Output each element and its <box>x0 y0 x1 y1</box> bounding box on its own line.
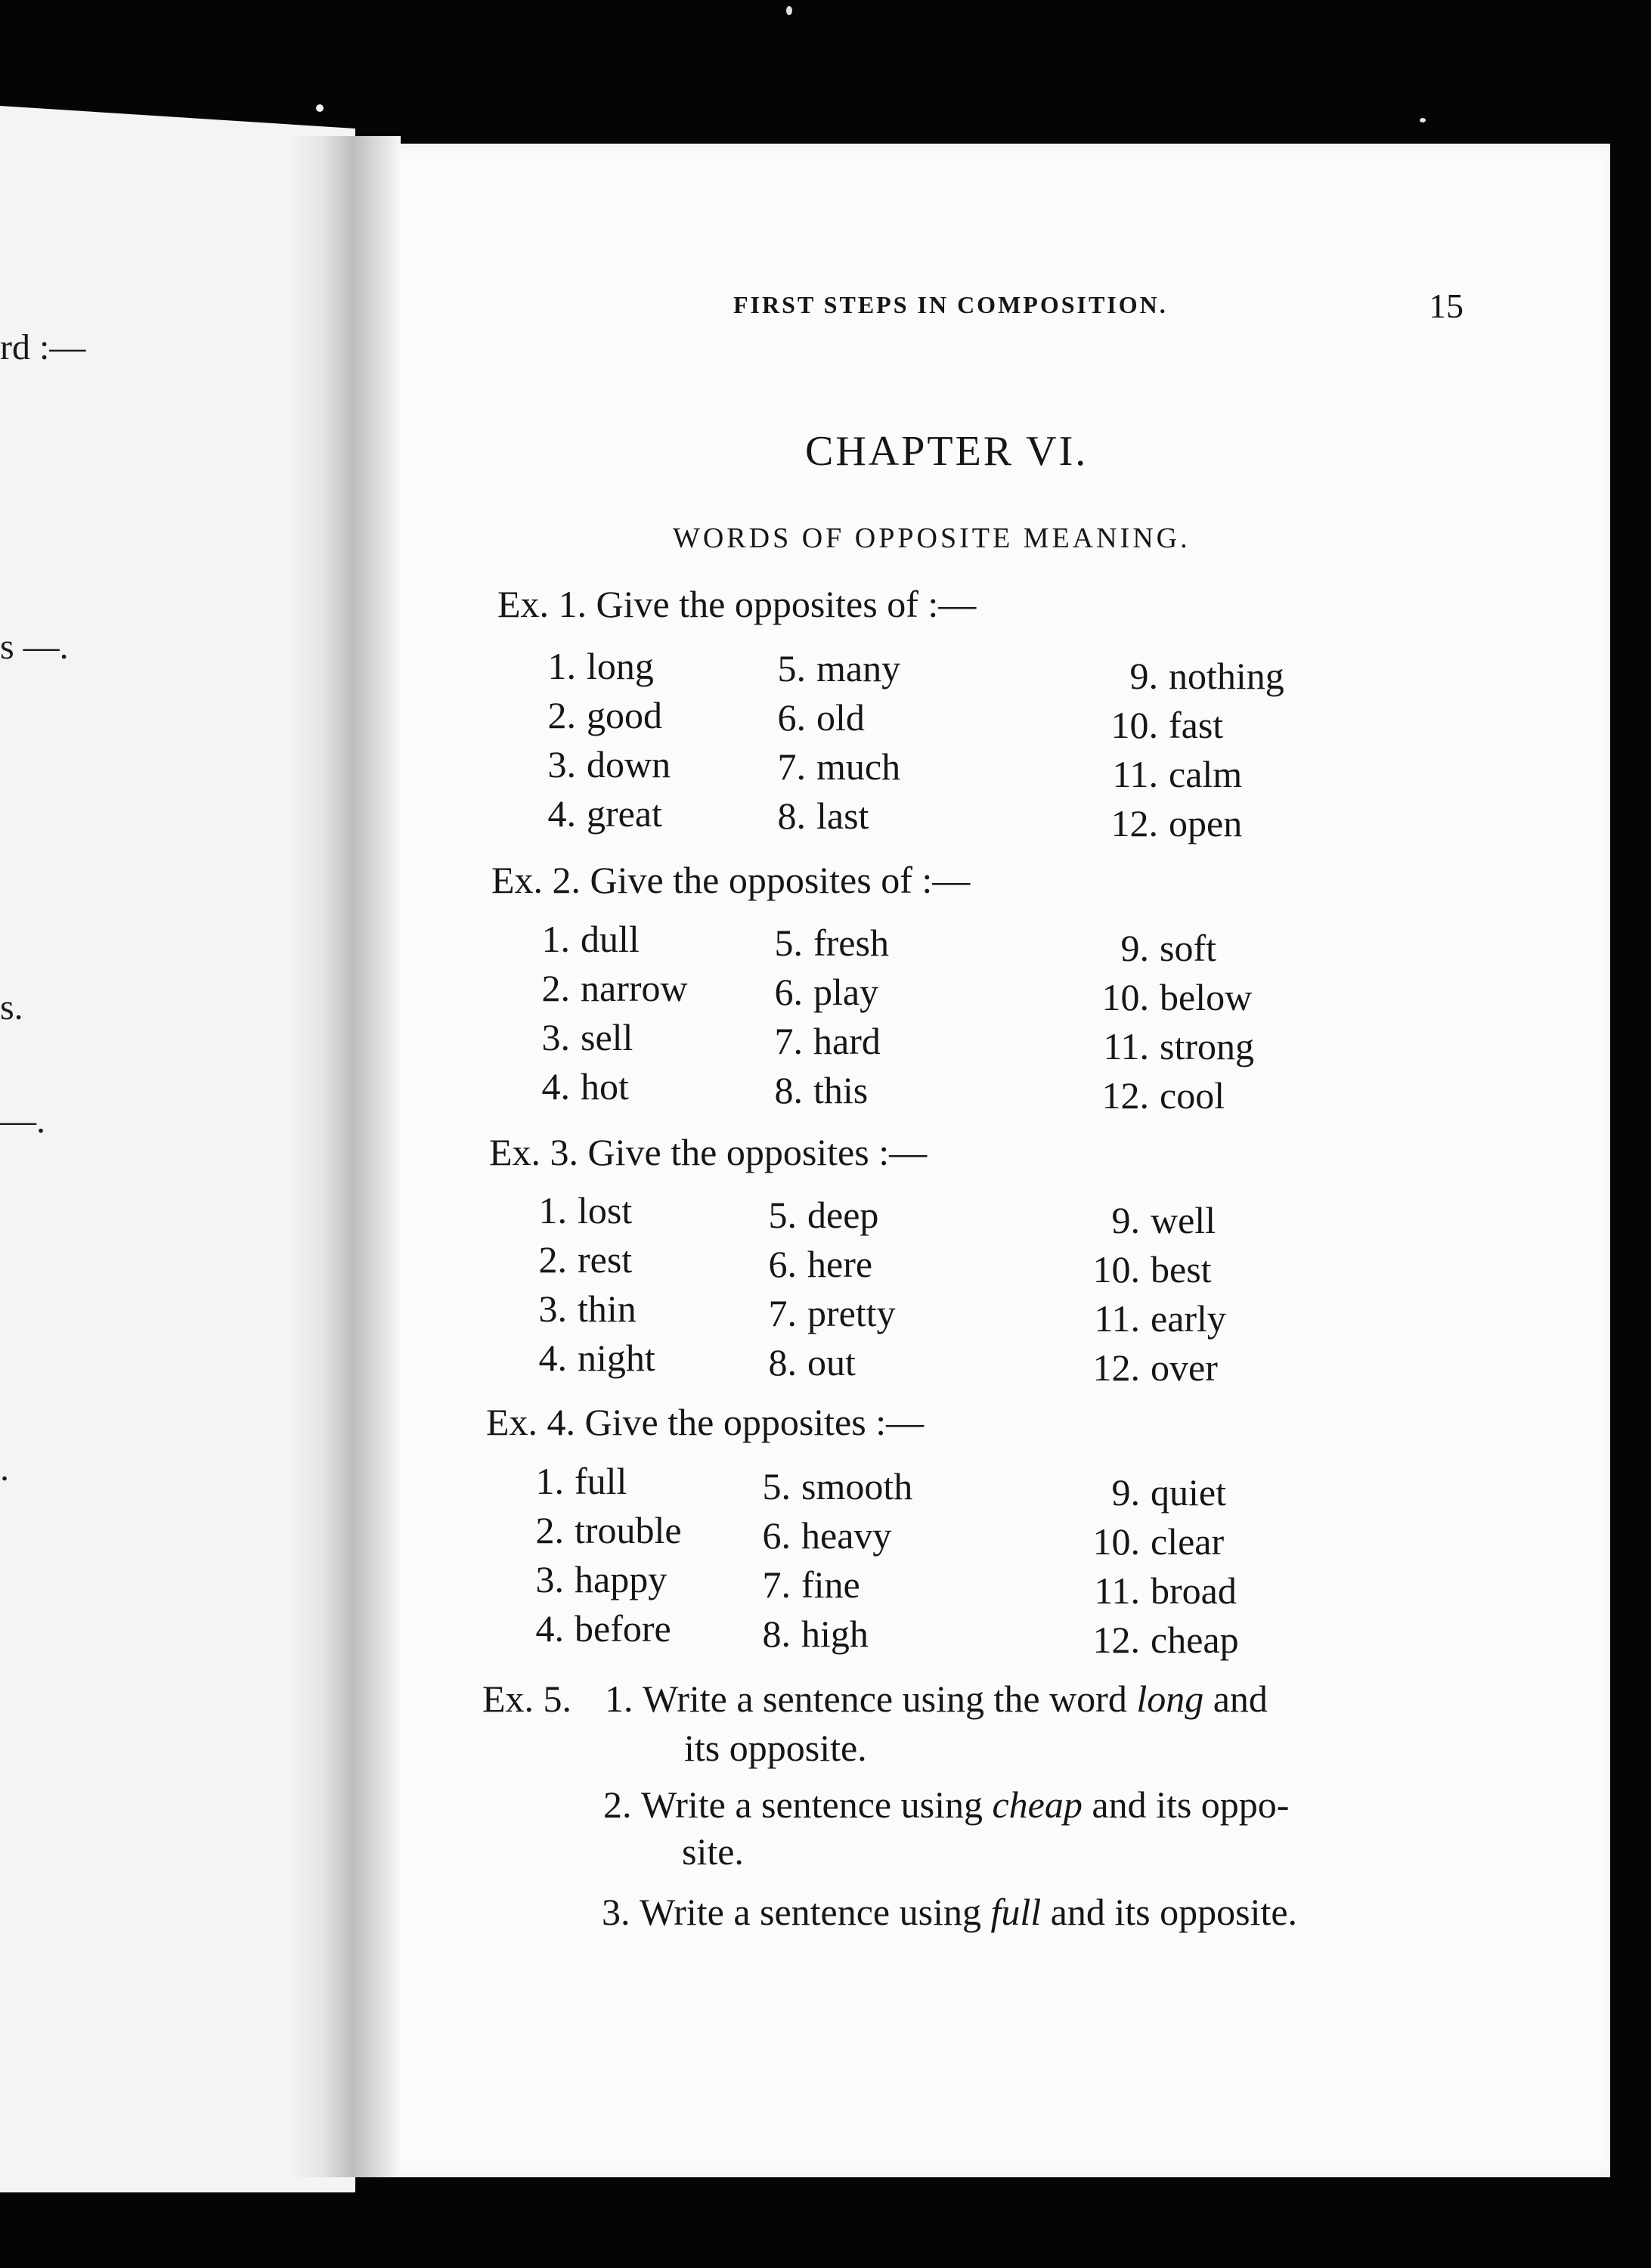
page-number: 15 <box>1429 287 1464 325</box>
section-title: WORDS OF OPPOSITE MEANING. <box>673 522 1191 554</box>
exercise-1-item: 2. good <box>547 694 662 736</box>
exercise-3-item: 3. thin <box>538 1287 637 1330</box>
exercise-4-item: 6. heavy <box>762 1514 892 1557</box>
exercise-3-item: 8. out <box>768 1341 856 1383</box>
left-page-text-fragment: s —. <box>0 627 69 667</box>
exercise-1-item: 4. great <box>547 792 662 835</box>
left-page-text-fragment: s. <box>0 987 23 1027</box>
dust-speck <box>786 6 792 15</box>
exercise-2-item: 6. play <box>774 971 879 1013</box>
exercise-2-item: 11. strong <box>1103 1025 1254 1067</box>
exercise-1-item: 1. long <box>547 645 654 687</box>
exercise-3-item: 10. best <box>1092 1248 1212 1290</box>
exercise-2-item: 5. fresh <box>774 922 889 964</box>
dust-speck <box>1420 118 1426 122</box>
exercise-2-item: 10. below <box>1101 976 1253 1018</box>
exercise-2-item: 2. narrow <box>541 967 688 1009</box>
exercise-3-item: 9. well <box>1111 1199 1216 1241</box>
exercise-1-item: 12. open <box>1110 802 1243 844</box>
exercise-1-item: 5. many <box>777 647 901 689</box>
exercise-2-item: 7. hard <box>774 1020 881 1062</box>
exercise-2-item: 9. soft <box>1120 927 1216 969</box>
exercise-4-item: 9. quiet <box>1111 1471 1226 1514</box>
exercise-1-item: 7. much <box>777 745 901 788</box>
exercise-4-item: 1. full <box>535 1460 627 1502</box>
exercise-3-item: 6. here <box>768 1243 873 1285</box>
exercise-4-item: 5. smooth <box>762 1465 913 1507</box>
exercise-3-item: 7. pretty <box>768 1292 896 1334</box>
exercise-1-item: 11. calm <box>1112 753 1243 795</box>
exercise-5-sentence: 2. Write a sentence using cheap and its oppo- <box>603 1783 1290 1826</box>
book-gutter <box>287 136 401 2177</box>
exercise-3-item: 12. over <box>1092 1346 1218 1389</box>
exercise-5-sentence-continuation: its opposite. <box>684 1727 867 1769</box>
left-page-text-fragment: —. <box>0 1101 45 1141</box>
exercise-1-item: 9. nothing <box>1129 655 1284 697</box>
exercise-2-item: 8. this <box>774 1069 869 1111</box>
exercise-2-item: 12. cool <box>1101 1074 1225 1117</box>
exercise-1-item: 3. down <box>547 743 671 785</box>
exercise-5-heading: Ex. 5. <box>482 1678 572 1720</box>
exercise-2-item: 1. dull <box>541 918 640 960</box>
exercise-4-item: 11. broad <box>1094 1569 1237 1612</box>
exercise-1-item: 6. old <box>777 696 865 739</box>
exercise-4-item: 12. cheap <box>1092 1619 1239 1661</box>
exercise-1-item: 10. fast <box>1110 704 1224 746</box>
exercise-3-heading: Ex. 3. Give the opposites :— <box>489 1131 928 1173</box>
exercise-3-item: 2. rest <box>538 1238 633 1281</box>
exercise-3-item: 1. lost <box>538 1189 633 1232</box>
exercise-4-item: 2. trouble <box>535 1509 682 1551</box>
left-page-text-fragment: . <box>0 1448 9 1489</box>
dust-speck <box>316 104 324 112</box>
exercise-4-item: 3. happy <box>535 1558 668 1600</box>
exercise-5-sentence: 3. Write a sentence using full and its opposite. <box>602 1891 1298 1933</box>
exercise-3-item: 11. early <box>1094 1297 1226 1340</box>
exercise-4-item: 8. high <box>762 1613 869 1655</box>
exercise-4-item: 7. fine <box>762 1563 860 1606</box>
exercise-4-item: 4. before <box>535 1607 671 1650</box>
exercise-5-sentence: 1. Write a sentence using the word long and <box>605 1678 1268 1720</box>
exercise-4-item: 10. clear <box>1092 1520 1225 1563</box>
exercise-1-heading: Ex. 1. Give the opposites of :— <box>497 583 977 625</box>
exercise-2-item: 4. hot <box>541 1065 629 1108</box>
exercise-3-item: 4. night <box>538 1337 655 1379</box>
running-head: FIRST STEPS IN COMPOSITION. <box>733 291 1168 318</box>
chapter-title: CHAPTER VI. <box>805 428 1089 475</box>
exercise-4-heading: Ex. 4. Give the opposites :— <box>486 1401 925 1443</box>
left-page-text-fragment: rd :— <box>0 327 86 367</box>
exercise-3-item: 5. deep <box>768 1194 879 1236</box>
exercise-5-sentence-continuation: site. <box>682 1830 744 1873</box>
exercise-2-heading: Ex. 2. Give the opposites of :— <box>491 859 971 901</box>
exercise-1-item: 8. last <box>777 795 869 837</box>
exercise-2-item: 3. sell <box>541 1016 633 1058</box>
